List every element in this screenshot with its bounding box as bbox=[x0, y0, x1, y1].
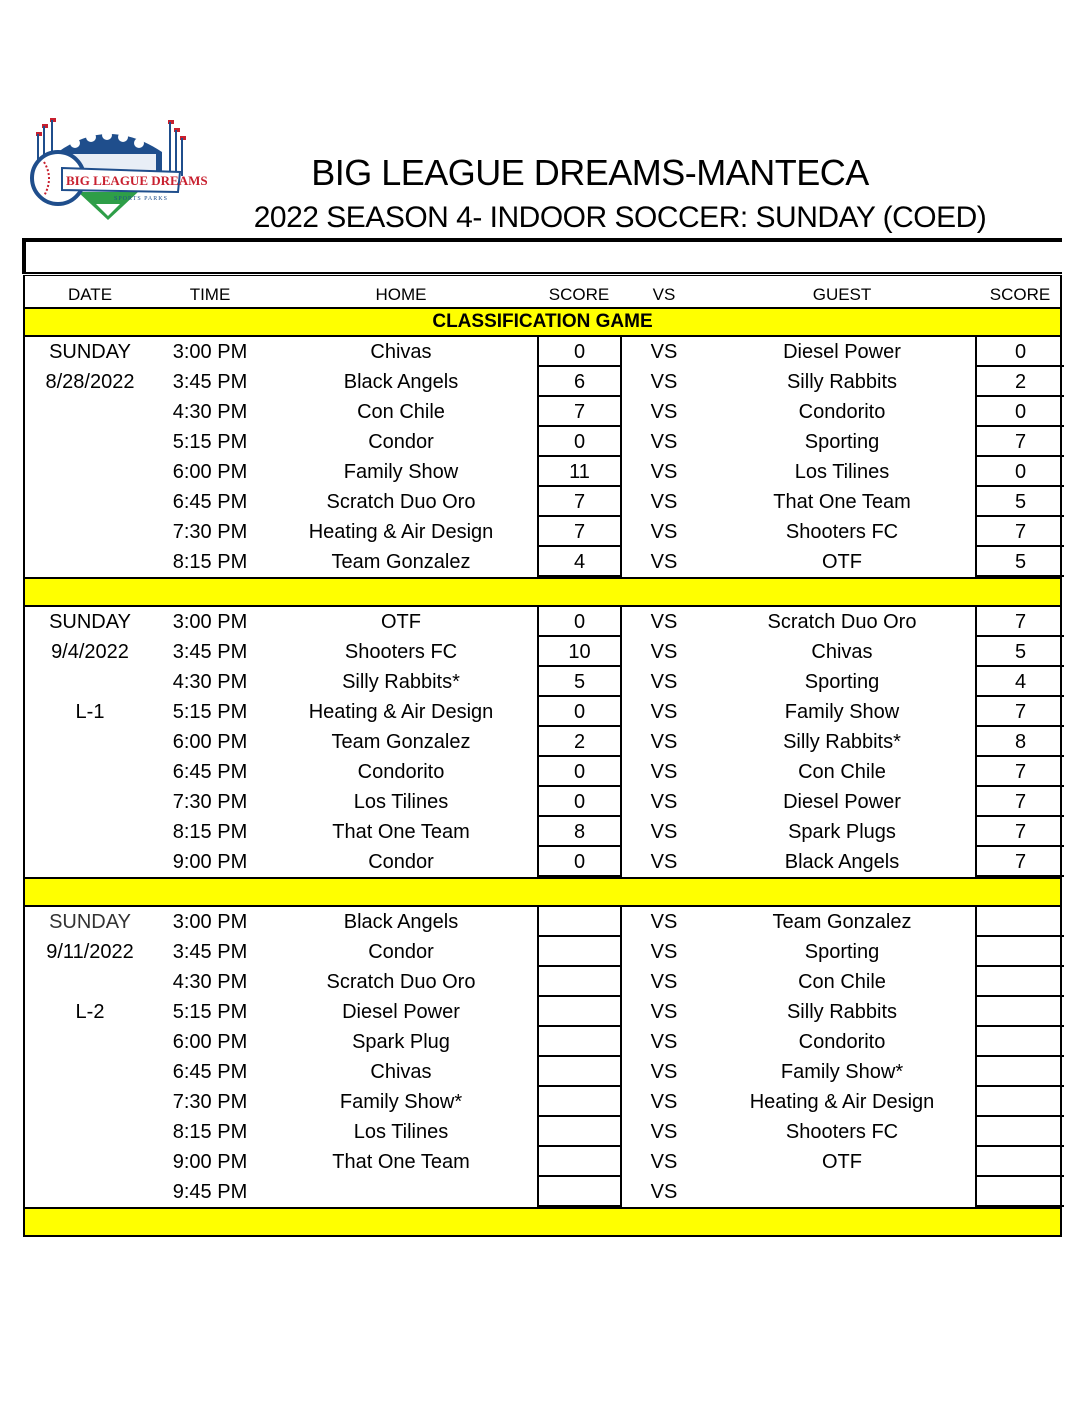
week-day: SUNDAY bbox=[49, 911, 131, 933]
home-score-box: 7 bbox=[537, 517, 622, 547]
home-team bbox=[265, 1177, 537, 1207]
vs-label: VS bbox=[650, 1001, 678, 1023]
game-time: 5:15 PM bbox=[172, 431, 248, 453]
column-header-vs: VS bbox=[652, 285, 676, 304]
guest-score-box: 7 bbox=[975, 847, 1064, 877]
game-time: 3:00 PM bbox=[172, 611, 248, 633]
game-row bbox=[25, 907, 1060, 937]
vs-label: VS bbox=[650, 971, 678, 993]
home-team: That One Team bbox=[332, 821, 470, 843]
vs-label: VS bbox=[650, 611, 678, 633]
week-separator bbox=[23, 877, 1062, 907]
game-row bbox=[25, 697, 1060, 727]
weeks-container bbox=[23, 337, 1062, 1237]
guest-score-box bbox=[975, 997, 1064, 1027]
home-team: Team Gonzalez bbox=[331, 731, 471, 753]
guest-score-box bbox=[975, 1117, 1064, 1147]
game-row bbox=[25, 757, 1060, 787]
page-title: BIG LEAGUE DREAMS-MANTECA bbox=[311, 152, 869, 193]
guest-team: Con Chile bbox=[798, 971, 886, 993]
guest-score-box: 0 bbox=[975, 397, 1064, 427]
guest-score-box bbox=[975, 1177, 1064, 1207]
home-team: Chivas bbox=[370, 1061, 432, 1083]
home-team: Los Tilines bbox=[353, 1121, 449, 1143]
game-row bbox=[25, 607, 1060, 637]
column-header-guest: GUEST bbox=[812, 285, 872, 304]
game-row bbox=[25, 1027, 1060, 1057]
guest-team: Family Show* bbox=[780, 1061, 904, 1083]
guest-team: Silly Rabbits* bbox=[783, 731, 901, 753]
page-subtitle: 2022 SEASON 4- INDOOR SOCCER: SUNDAY (COED) bbox=[253, 201, 987, 234]
vs-label: VS bbox=[650, 941, 678, 963]
guest-score-box: 2 bbox=[975, 367, 1064, 397]
game-row bbox=[25, 457, 1060, 487]
vs-label: VS bbox=[650, 461, 678, 483]
home-team: Scratch Duo Oro bbox=[326, 971, 476, 993]
guest-score-box: 7 bbox=[975, 817, 1064, 847]
home-score-box: 2 bbox=[537, 727, 622, 757]
vs-label: VS bbox=[650, 1121, 678, 1143]
vs-label: VS bbox=[650, 1181, 678, 1203]
week-day: SUNDAY bbox=[49, 611, 131, 633]
column-header-time: TIME bbox=[189, 285, 231, 304]
column-header-row bbox=[23, 275, 1062, 307]
week-block bbox=[23, 337, 1062, 577]
home-score-box: 0 bbox=[537, 697, 622, 727]
week-date: 9/4/2022 bbox=[51, 641, 129, 663]
vs-label: VS bbox=[650, 821, 678, 843]
game-time: 6:45 PM bbox=[172, 761, 248, 783]
game-row bbox=[25, 367, 1060, 397]
guest-team: Sporting bbox=[804, 671, 880, 693]
game-row bbox=[25, 547, 1060, 577]
guest-team: Los Tilines bbox=[794, 461, 890, 483]
home-score-box: 10 bbox=[537, 637, 622, 667]
logo-text: BIG LEAGUE DREAMS bbox=[66, 173, 208, 188]
guest-team: Condorito bbox=[798, 1031, 886, 1053]
vs-label: VS bbox=[650, 911, 678, 933]
game-time: 9:45 PM bbox=[172, 1181, 248, 1203]
guest-team: Condorito bbox=[798, 401, 886, 423]
home-score-box bbox=[537, 1117, 622, 1147]
schedule-table bbox=[23, 275, 1062, 1237]
game-row bbox=[25, 937, 1060, 967]
home-team: Los Tilines bbox=[353, 791, 449, 813]
home-score-box: 8 bbox=[537, 817, 622, 847]
week-day: SUNDAY bbox=[49, 341, 131, 363]
home-team: Black Angels bbox=[343, 911, 459, 933]
home-team: Team Gonzalez bbox=[331, 551, 471, 573]
game-row bbox=[25, 847, 1060, 877]
game-row bbox=[25, 1057, 1060, 1087]
home-team: Black Angels bbox=[343, 371, 459, 393]
home-score-box: 0 bbox=[537, 427, 622, 457]
game-row bbox=[25, 1087, 1060, 1117]
guest-team: Spark Plugs bbox=[788, 821, 896, 843]
game-row bbox=[25, 727, 1060, 757]
game-time: 8:15 PM bbox=[172, 1121, 248, 1143]
week-block bbox=[23, 907, 1062, 1207]
column-header-home-score: SCORE bbox=[548, 285, 610, 304]
vs-label: VS bbox=[650, 1091, 678, 1113]
week-separator bbox=[23, 1207, 1062, 1237]
guest-score-box bbox=[975, 907, 1064, 937]
home-team: Heating & Air Design bbox=[308, 701, 494, 723]
vs-label: VS bbox=[650, 1031, 678, 1053]
home-score-box: 0 bbox=[537, 607, 622, 637]
vs-label: VS bbox=[650, 1061, 678, 1083]
game-time: 3:00 PM bbox=[172, 341, 248, 363]
home-team: Chivas bbox=[370, 341, 432, 363]
column-header-date: DATE bbox=[67, 285, 113, 304]
game-row bbox=[25, 997, 1060, 1027]
guest-score-box: 4 bbox=[975, 667, 1064, 697]
home-score-box: 6 bbox=[537, 367, 622, 397]
game-time: 6:45 PM bbox=[172, 491, 248, 513]
game-row bbox=[25, 787, 1060, 817]
guest-score-box: 8 bbox=[975, 727, 1064, 757]
guest-score-box bbox=[975, 1057, 1064, 1087]
week-separator bbox=[23, 577, 1062, 607]
home-score-box bbox=[537, 1057, 622, 1087]
vs-label: VS bbox=[650, 731, 678, 753]
game-time: 9:00 PM bbox=[172, 1151, 248, 1173]
vs-label: VS bbox=[650, 1151, 678, 1173]
guest-team: That One Team bbox=[773, 491, 911, 513]
game-time: 9:00 PM bbox=[172, 851, 248, 873]
home-team: Spark Plug bbox=[352, 1031, 450, 1053]
guest-team: Silly Rabbits bbox=[786, 371, 898, 393]
home-score-box: 11 bbox=[537, 457, 622, 487]
guest-score-box: 5 bbox=[975, 547, 1064, 577]
game-row bbox=[25, 817, 1060, 847]
vs-label: VS bbox=[650, 791, 678, 813]
home-score-box bbox=[537, 937, 622, 967]
home-score-box bbox=[537, 1087, 622, 1117]
guest-score-box: 7 bbox=[975, 787, 1064, 817]
home-team: Condor bbox=[368, 941, 434, 963]
week-label: L-2 bbox=[75, 1001, 105, 1023]
column-header-guest-score: SCORE bbox=[989, 285, 1051, 304]
week-label: L-1 bbox=[75, 701, 105, 723]
vs-label: VS bbox=[650, 671, 678, 693]
game-row bbox=[25, 487, 1060, 517]
guest-team: OTF bbox=[822, 1151, 862, 1173]
game-time: 6:00 PM bbox=[172, 461, 248, 483]
home-score-box: 5 bbox=[537, 667, 622, 697]
guest-team: Sporting bbox=[804, 431, 880, 453]
guest-score-box bbox=[975, 967, 1064, 997]
home-team: Condorito bbox=[357, 761, 445, 783]
game-time: 8:15 PM bbox=[172, 551, 248, 573]
vs-label: VS bbox=[650, 401, 678, 423]
game-time: 5:15 PM bbox=[172, 1001, 248, 1023]
vs-label: VS bbox=[650, 551, 678, 573]
game-row bbox=[25, 337, 1060, 367]
home-score-box: 0 bbox=[537, 337, 622, 367]
game-time: 6:00 PM bbox=[172, 731, 248, 753]
week-block bbox=[23, 607, 1062, 877]
week-date: 8/28/2022 bbox=[45, 371, 135, 393]
vs-label: VS bbox=[650, 851, 678, 873]
game-time: 7:30 PM bbox=[172, 521, 248, 543]
guest-score-box: 7 bbox=[975, 757, 1064, 787]
svg-text:SPORTS PARKS: SPORTS PARKS bbox=[114, 196, 168, 202]
home-score-box: 0 bbox=[537, 847, 622, 877]
home-team: Condor bbox=[368, 851, 434, 873]
vs-label: VS bbox=[650, 521, 678, 543]
guest-score-box bbox=[975, 1147, 1064, 1177]
game-row bbox=[25, 1177, 1060, 1207]
guest-score-box bbox=[975, 1087, 1064, 1117]
home-team: Silly Rabbits* bbox=[342, 671, 460, 693]
home-score-box bbox=[537, 1027, 622, 1057]
game-time: 3:00 PM bbox=[172, 911, 248, 933]
game-time: 3:45 PM bbox=[172, 371, 248, 393]
guest-score-box: 7 bbox=[975, 607, 1064, 637]
game-row bbox=[25, 517, 1060, 547]
game-time: 3:45 PM bbox=[172, 641, 248, 663]
vs-label: VS bbox=[650, 761, 678, 783]
home-team: Shooters FC bbox=[344, 641, 458, 663]
classification-game-banner: CLASSIFICATION GAME bbox=[23, 307, 1062, 337]
guest-team: Con Chile bbox=[798, 761, 886, 783]
vs-label: VS bbox=[650, 371, 678, 393]
vs-label: VS bbox=[650, 431, 678, 453]
home-score-box bbox=[537, 1177, 622, 1207]
guest-score-box: 0 bbox=[975, 457, 1064, 487]
game-time: 7:30 PM bbox=[172, 791, 248, 813]
guest-team: OTF bbox=[822, 551, 862, 573]
guest-team: Black Angels bbox=[784, 851, 900, 873]
home-team: Family Show* bbox=[339, 1091, 463, 1113]
home-team: Family Show bbox=[343, 461, 459, 483]
home-score-box bbox=[537, 997, 622, 1027]
table-top-bar bbox=[22, 238, 1062, 274]
home-team: Con Chile bbox=[357, 401, 445, 423]
guest-team: Diesel Power bbox=[783, 791, 901, 813]
home-team: Scratch Duo Oro bbox=[326, 491, 476, 513]
game-time: 8:15 PM bbox=[172, 821, 248, 843]
guest-score-box bbox=[975, 1027, 1064, 1057]
home-team: Diesel Power bbox=[342, 1001, 460, 1023]
week-date: 9/11/2022 bbox=[46, 941, 134, 963]
guest-team: Heating & Air Design bbox=[749, 1091, 935, 1113]
guest-team: Shooters FC bbox=[785, 1121, 899, 1143]
game-row bbox=[25, 1147, 1060, 1177]
guest-team: Family Show bbox=[784, 701, 900, 723]
game-time: 6:00 PM bbox=[172, 1031, 248, 1053]
home-team: Condor bbox=[368, 431, 434, 453]
home-score-box: 7 bbox=[537, 397, 622, 427]
home-team: That One Team bbox=[332, 1151, 470, 1173]
guest-team: Diesel Power bbox=[783, 341, 901, 363]
guest-score-box: 5 bbox=[975, 637, 1064, 667]
guest-score-box: 7 bbox=[975, 697, 1064, 727]
home-score-box: 7 bbox=[537, 487, 622, 517]
game-time: 4:30 PM bbox=[172, 401, 248, 423]
guest-team: Sporting bbox=[804, 941, 880, 963]
home-team: OTF bbox=[381, 611, 421, 633]
game-time: 4:30 PM bbox=[172, 671, 248, 693]
home-team: Heating & Air Design bbox=[308, 521, 494, 543]
vs-label: VS bbox=[650, 341, 678, 363]
vs-label: VS bbox=[650, 701, 678, 723]
game-row bbox=[25, 1117, 1060, 1147]
vs-label: VS bbox=[650, 641, 678, 663]
guest-team: Silly Rabbits bbox=[786, 1001, 898, 1023]
game-time: 5:15 PM bbox=[172, 701, 248, 723]
guest-score-box: 7 bbox=[975, 427, 1064, 457]
column-header-home: HOME bbox=[375, 285, 427, 304]
game-row bbox=[25, 397, 1060, 427]
guest-team: Team Gonzalez bbox=[772, 911, 912, 933]
game-row bbox=[25, 637, 1060, 667]
home-score-box bbox=[537, 967, 622, 997]
guest-score-box bbox=[975, 937, 1064, 967]
guest-team: Scratch Duo Oro bbox=[767, 611, 917, 633]
game-row bbox=[25, 427, 1060, 457]
guest-score-box: 7 bbox=[975, 517, 1064, 547]
guest-team: Shooters FC bbox=[785, 521, 899, 543]
game-row bbox=[25, 667, 1060, 697]
guest-score-box: 5 bbox=[975, 487, 1064, 517]
game-time: 3:45 PM bbox=[172, 941, 248, 963]
home-score-box bbox=[537, 1147, 622, 1177]
home-score-box: 4 bbox=[537, 547, 622, 577]
vs-label: VS bbox=[650, 491, 678, 513]
game-time: 6:45 PM bbox=[172, 1061, 248, 1083]
home-score-box bbox=[537, 907, 622, 937]
big-league-dreams-logo bbox=[28, 112, 208, 224]
game-row bbox=[25, 967, 1060, 997]
guest-team: Chivas bbox=[811, 641, 873, 663]
game-time: 7:30 PM bbox=[172, 1091, 248, 1113]
home-score-box: 0 bbox=[537, 757, 622, 787]
home-score-box: 0 bbox=[537, 787, 622, 817]
game-time: 4:30 PM bbox=[172, 971, 248, 993]
guest-team bbox=[707, 1177, 977, 1207]
guest-score-box: 0 bbox=[975, 337, 1064, 367]
